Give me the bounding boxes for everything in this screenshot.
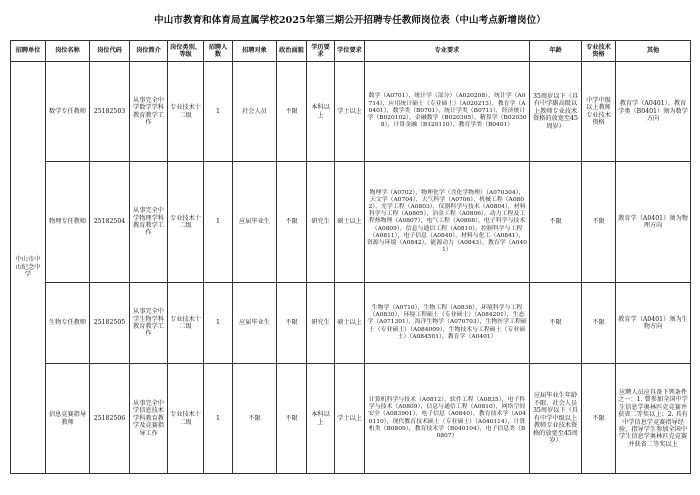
recruitment-table [10, 40, 691, 474]
post-name: 数学专任教师 [46, 62, 90, 162]
post-code: 25182503 [90, 62, 130, 162]
header-category: 岗位类别、等级 [168, 41, 204, 62]
post-count: 1 [204, 364, 233, 474]
header-politics: 政治面貌 [277, 41, 307, 62]
header-age: 年龄 [530, 41, 582, 62]
post-other: 应聘人员应具备下列条件之一：1. 曾参加全国中学生信息学奥林匹克竞赛并获省二等奖以上；2. 具有中学信息学竞赛指导经验，指导学生参加全国中学生信息学奥林匹克竞赛并获省二等奖以上 [616, 364, 691, 474]
post-name: 物理专任教师 [46, 162, 90, 283]
post-qualification: 不限 [582, 364, 616, 474]
post-major: 生物学（A0710），生物工程（A0836），环境科学与工程（A0830），环境工程硕士（专业硕士）（A084201），生态学（A071301），海洋生物学（A070703），生物医学工程硕士（专业硕士）（A084009），生物技术与工程硕士（专业硕士）（A084501），教育学（A0401） [365, 283, 530, 364]
post-age: 不限 [530, 283, 582, 364]
header-unit: 招聘单位 [11, 41, 46, 62]
post-major: 物理学（A0702），物理化学（含化学物理）（A070304），天文学（A0704），大气科学（A0706），机械工程（A0802），光学工程（A0803），仪器科学与技术（A0804），材料科学与工程（A0805），冶金工程（A0806），动力工程及工程热物理（A0807），电气工程（A0808），电子科学与技术（A0809），信息与通信工程（A0810），控制科学与工程（A0811），电子信息（A0840），材料与化工（A0841），资源与环境（A0842），能源动力（A0843），教育学（A0401） [365, 162, 530, 283]
post-category: 专业技术十二级 [168, 162, 204, 283]
post-age: 35周岁以下（具有中学副高级以上教师专业技术资格的放宽至45周岁） [530, 62, 582, 162]
header-post-name: 岗位名称 [46, 41, 90, 62]
header-other: 其他 [616, 41, 691, 62]
post-count: 1 [204, 283, 233, 364]
post-intro: 从事完全中学生物学科教育教学工作 [130, 283, 168, 364]
post-code: 25182506 [90, 364, 130, 474]
post-target: 应届毕业生 [233, 162, 277, 283]
post-target: 社会人员 [233, 62, 277, 162]
post-qualification: 中学中级以上教师专业技术资格 [582, 62, 616, 162]
post-major: 数学（A0701），统计学（部分）（A020208），统计学（A0714），应用统计硕士（专业硕士）（A020213），教育学（A0401），数学类（B0701），统计学类（B0711），经济统计学（B020102），金融数学（B020305），精算学（B020308），计算金融（B120110），教育学类（B0401） [365, 62, 530, 162]
header-qualification: 专业技术资格 [582, 41, 616, 62]
post-intro: 从事完全中学数学学科教育教学工作 [130, 62, 168, 162]
post-major: 计算机科学与技术（A0812），软件工程（A0835），电子科学与技术（A0809），信息与通信工程（A0810），网络空间安全（A083901），电子信息（A0840），教育技术学（A040110），现代教育技术硕士（专业硕士）（A040114），计算机类（B0809），教育技术学（B040104），电子信息类（B0807） [365, 364, 530, 474]
post-degree: 学士以上 [335, 364, 365, 474]
post-category: 专业技术十二级 [168, 283, 204, 364]
post-degree: 学士以上 [335, 62, 365, 162]
post-politics: 不限 [277, 364, 307, 474]
table-row [11, 62, 691, 162]
post-count: 1 [204, 62, 233, 162]
post-degree: 硕士以上 [335, 162, 365, 283]
post-other: 教育学（A0401）、教育学类（B0401）须为数学方向 [616, 62, 691, 162]
post-name: 信息竞赛指导教师 [46, 364, 90, 474]
header-row [11, 41, 691, 62]
post-education: 本科以上 [307, 364, 335, 474]
header-major: 专业要求 [365, 41, 530, 62]
post-target: 不限 [233, 364, 277, 474]
post-code: 25182505 [90, 283, 130, 364]
post-politics: 不限 [277, 62, 307, 162]
post-name: 生物专任教师 [46, 283, 90, 364]
post-intro: 从事完全中学物理学科教育教学工作 [130, 162, 168, 283]
post-qualification: 不限 [582, 283, 616, 364]
post-qualification: 不限 [582, 162, 616, 283]
post-education: 研究生 [307, 162, 335, 283]
post-target: 应届毕业生 [233, 283, 277, 364]
unit-cell: 中山市中山纪念中学 [11, 62, 46, 474]
header-count: 招聘人数 [204, 41, 233, 62]
page-title: 中山市教育和体育局直属学校2025年第三期公开招聘专任教师岗位表（中山考点新增岗位） [154, 15, 546, 26]
header-target: 招聘对象 [233, 41, 277, 62]
post-politics: 不限 [277, 283, 307, 364]
table-row [11, 283, 691, 364]
post-category: 专业技术十二级 [168, 62, 204, 162]
post-intro: 从事完全中学信息技术学科教育教学及竞赛指导工作 [130, 364, 168, 474]
post-degree: 硕士以上 [335, 283, 365, 364]
table-row [11, 364, 691, 474]
post-education: 研究生 [307, 283, 335, 364]
post-code: 25182504 [90, 162, 130, 283]
table-row [11, 162, 691, 283]
header-education: 学历要求 [307, 41, 335, 62]
header-degree: 学位要求 [335, 41, 365, 62]
post-count: 1 [204, 162, 233, 283]
post-politics: 不限 [277, 162, 307, 283]
post-other: 教育学（A0401）须为物理方向 [616, 162, 691, 283]
header-intro: 岗位简介 [130, 41, 168, 62]
post-other: 教育学（A0401）须为生物方向 [616, 283, 691, 364]
post-age: 不限 [530, 162, 582, 283]
post-age: 应届毕业生年龄不限，社会人员35周岁以下（具有中学中级以上教师专业技术资格的放宽至45周岁） [530, 364, 582, 474]
header-post-code: 岗位代码 [90, 41, 130, 62]
post-category: 专业技术十二级 [168, 364, 204, 474]
post-education: 本科以上 [307, 62, 335, 162]
